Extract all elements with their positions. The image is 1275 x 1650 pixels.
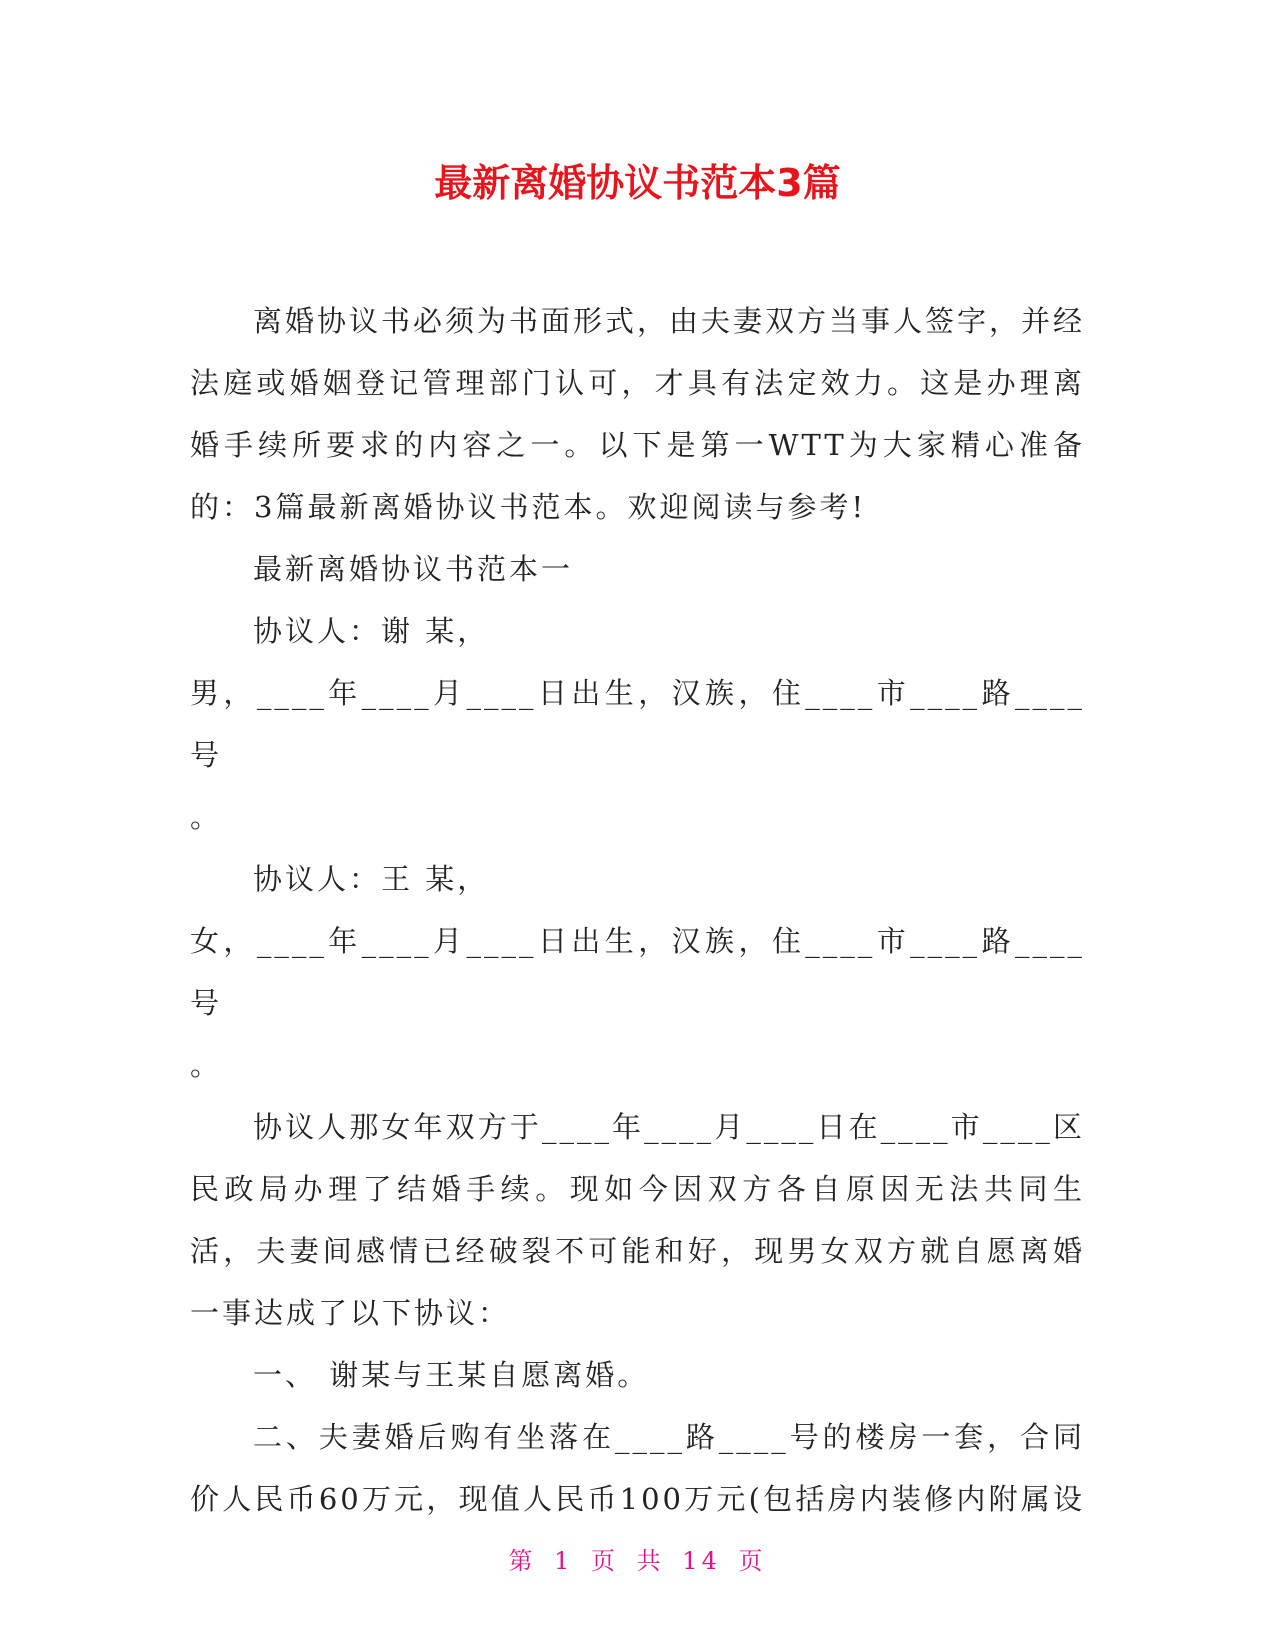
page-indicator: 第 1 页 共 14 页	[508, 1547, 767, 1575]
party-one-details: 男，____年____月____日出生，汉族，住____市____路____号	[190, 676, 1085, 772]
marriage-statement-paragraph: 协议人那女年双方于____年____月____日在____市____区民政局办理了结婚手续。现如今因双方各自原因无法共同生活，夫妻间感情已经破裂不可能和好，现男女双方就自愿离婚一事达成了以下协议：	[190, 1110, 1085, 1330]
party-two-label: 协议人：王 某，	[253, 862, 490, 896]
clause-one: 一、 谢某与王某自愿离婚。	[253, 1358, 650, 1392]
party-one-label: 协议人：谢 某，	[253, 614, 490, 648]
section-heading: 最新离婚协议书范本一	[253, 552, 574, 586]
intro-paragraph: 离婚协议书必须为书面形式，由夫妻双方当事人签字，并经法庭或婚姻登记管理部门认可，才具有法定效力。这是办理离婚手续所要求的内容之一。以下是第一WTT为大家精心准备的：3篇最新离婚协议书范本。欢迎阅读与参考!	[190, 304, 1086, 524]
party-two-details-end: 。	[190, 1048, 223, 1082]
party-two-details: 女，____年____月____日出生，汉族，住____市____路____号	[190, 924, 1085, 1020]
document-title: 最新离婚协议书范本3篇	[434, 161, 841, 205]
party-one-details-end: 。	[190, 800, 223, 834]
document-body	[190, 290, 1085, 1530]
clause-two: 二、夫妻婚后购有坐落在____路____号的楼房一套，合同价人民币60万元，现值人民币100万元(包括房内装修内附属设	[190, 1420, 1085, 1516]
